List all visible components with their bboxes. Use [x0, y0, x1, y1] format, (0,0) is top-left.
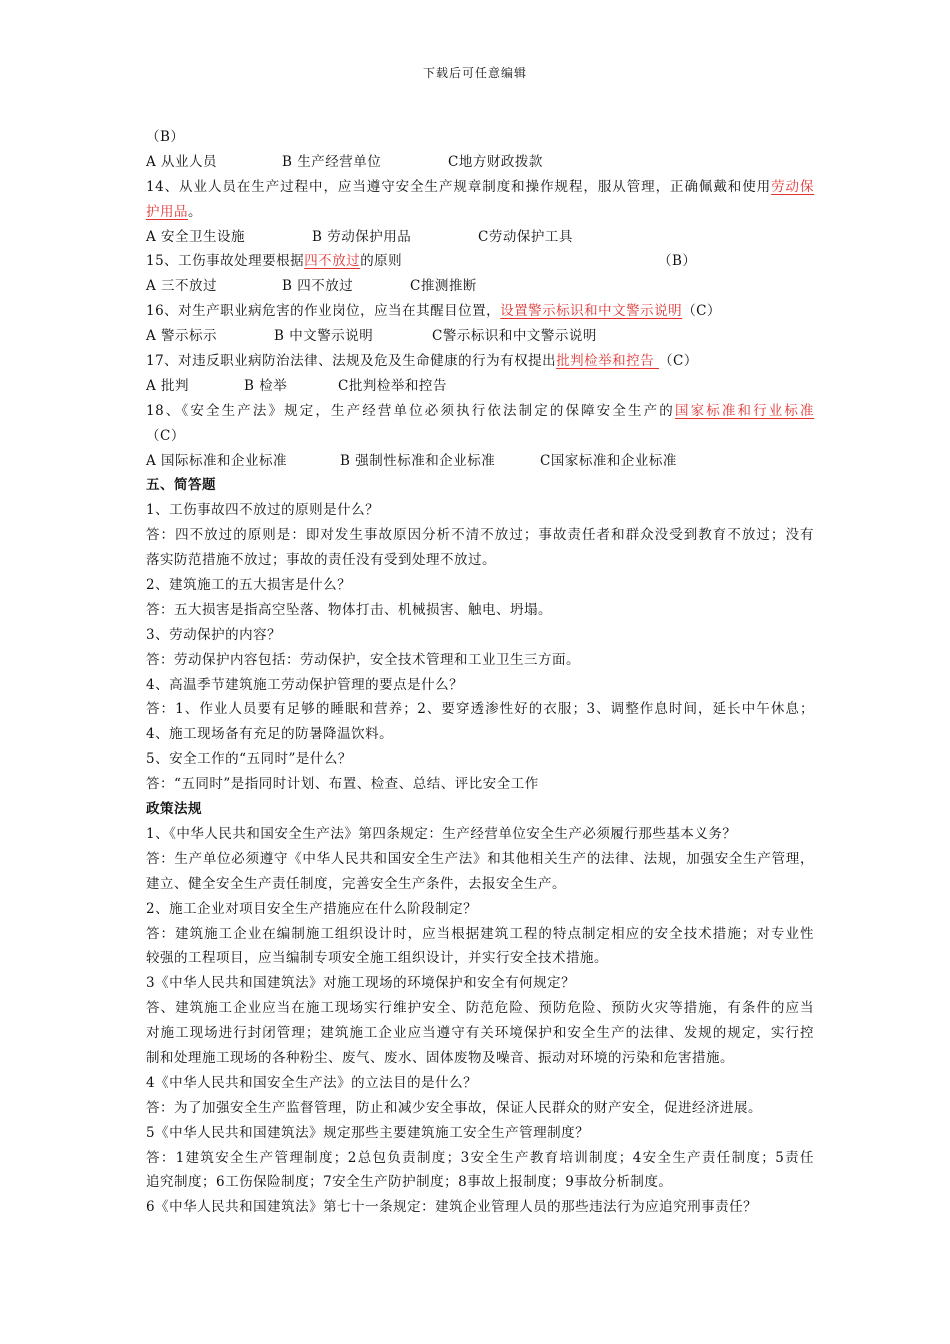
- text-line: 对施工现场进行封闭管理；建筑施工企业应当遵守有关环境保护和安全生产的法律、发规的规定，实行控: [146, 1025, 814, 1042]
- option-b: B 强制性标准和企业标准: [340, 452, 496, 469]
- q16-options: [146, 324, 814, 349]
- option-a: A 国际标准和企业标准: [146, 452, 288, 469]
- q18-answer-red: 国家标准和行业标准: [674, 402, 814, 419]
- option-c: C推测推断: [410, 278, 477, 295]
- q16-answer: （C）: [682, 303, 722, 320]
- q17-options: [146, 374, 814, 399]
- text-line: 答、建筑施工企业应当在施工现场实行维护安全、防范危险、预防危险、预防火灾等措施，有条件的应当: [146, 1000, 814, 1017]
- q15-answer: （B）: [658, 253, 697, 270]
- text-line: 答：1建筑安全生产管理制度；2总包负责制度；3安全生产教育培训制度；4安全生产责任制度；5责任: [146, 1149, 814, 1166]
- option-c: C地方财政拨款: [448, 153, 543, 170]
- text-line: 答：生产单位必须遵守《中华人民共和国安全生产法》和其他相关生产的法律、法规，加强安全生产管理，: [146, 850, 814, 867]
- short-answer-section: [146, 498, 814, 797]
- text-line: 答：劳动保护内容包括：劳动保护，安全技术管理和工业卫生三方面。: [146, 651, 580, 668]
- prev-options: [146, 150, 814, 175]
- option-c: C警示标识和中文警示说明: [432, 328, 597, 345]
- text-line: 答：1、作业人员要有足够的睡眠和营养；2、要穿透渗性好的衣服；3、调整作息时间，延长中午休息；: [146, 701, 814, 718]
- q16-line: [146, 299, 814, 324]
- q15-text: 15、工伤事故处理要根据: [146, 253, 305, 270]
- q17-line: [146, 349, 814, 374]
- option-a: A 警示标示: [146, 328, 218, 345]
- text-line: 6《中华人民共和国建筑法》第七十一条规定：建筑企业管理人员的那些违法行为应追究刑事责任？: [146, 1199, 758, 1216]
- text-line: 4、高温季节建筑施工劳动保护管理的要点是什么？: [146, 676, 464, 693]
- option-c: C国家标准和企业标准: [540, 452, 677, 469]
- text-line: 建立、健全安全生产责任制度，完善安全生产条件，去报安全生产。: [146, 875, 566, 892]
- option-b: B 生产经营单位: [282, 153, 382, 170]
- text-line: 答：为了加强安全生产监督管理，防止和减少安全事故，保证人民群众的财产安全，促进经济进展。: [146, 1099, 762, 1116]
- text-line: 答：五大损害是指高空坠落、物体打击、机械损害、触电、坍塌。: [146, 601, 552, 618]
- text-line: 5、安全工作的“五同时”是什么？: [146, 751, 352, 768]
- text-line: 4《中华人民共和国安全生产法》的立法目的是什么？: [146, 1074, 478, 1091]
- q18-options: [146, 449, 814, 474]
- text-line: 追究制度；6工伤保险制度；7安全生产防护制度；8事故上报制度；9事故分析制度。: [146, 1174, 673, 1191]
- option-a: A 安全卫生设施: [146, 228, 246, 245]
- q18-text: 18、《安全生产法》规定，生产经营单位必须执行依法制定的保障安全生产的: [146, 402, 675, 419]
- option-c: C劳动保护工具: [478, 228, 573, 245]
- q15-answer-red: 四不放过: [304, 253, 361, 270]
- q14-line2: [146, 200, 814, 225]
- q17-text: 17、对违反职业病防治法律、法规及危及生命健康的行为有权提出: [146, 353, 557, 370]
- q17-answer: （C）: [658, 353, 698, 370]
- policy-section: [146, 822, 814, 1220]
- text-line: 落实防范措施不放过；事故的责任没有受到处理不放过。: [146, 552, 496, 569]
- q16-text: 16、对生产职业病危害的作业岗位，应当在其醒目位置，: [146, 303, 501, 320]
- q14-tail: 。: [188, 203, 202, 220]
- q14-text: 14、从业人员在生产过程中，应当遵守安全生产规章制度和操作规程，服从管理，正确佩戴和使用: [146, 178, 772, 195]
- text-line: 3、劳动保护的内容？: [146, 626, 282, 643]
- text-line: 答：“五同时”是指同时计划、布置、检查、总结、评比安全工作: [146, 776, 539, 793]
- prev-answer: （B）: [146, 129, 185, 145]
- option-a: A 三不放过: [146, 278, 218, 295]
- text-line: 答：四不放过的原则是：即对发生事故原因分析不清不放过；事故责任者和群众没受到教育不放过；没有: [146, 527, 814, 544]
- document-body: [146, 125, 814, 1220]
- option-a: A 批判: [146, 377, 190, 394]
- q14-options: [146, 225, 814, 250]
- text-line: 答：建筑施工企业在编制施工组织设计时，应当根据建筑工程的特点制定相应的安全技术措施；对专业性: [146, 925, 814, 942]
- page-header: 下载后可任意编辑: [422, 66, 527, 80]
- text-line: 2、施工企业对项目安全生产措施应在什么阶段制定？: [146, 900, 478, 917]
- q14-answer-red-cont: 护用品: [146, 203, 188, 220]
- text-line: 较强的工程项目，应当编制专项安全施工组织设计，并实行安全技术措施。: [146, 950, 608, 967]
- q18-answer: （C）: [146, 427, 185, 444]
- option-b: B 检举: [244, 377, 288, 394]
- option-a: A 从业人员: [146, 153, 218, 170]
- text-line: 4、施工现场备有充足的防暑降温饮料。: [146, 726, 394, 743]
- q17-answer-red: 批判检举和控告: [556, 353, 659, 370]
- section-title-short-answer: 五、简答题: [146, 477, 216, 494]
- option-b: B 劳动保护用品: [312, 228, 412, 245]
- option-b: B 中文警示说明: [274, 328, 374, 345]
- text-line: 制和处理施工现场的各种粉尘、废气、废水、固体废物及噪音、振动对环境的污染和危害措施。: [146, 1049, 734, 1066]
- option-b: B 四不放过: [282, 278, 354, 295]
- q15-line: [146, 249, 814, 274]
- q14-answer-red: 劳动保: [771, 178, 814, 195]
- text-line: 1、《中华人民共和国安全生产法》第四条规定：生产经营单位安全生产必须履行那些基本义务？: [146, 825, 737, 842]
- section-title-policy: 政策法规: [146, 801, 202, 818]
- q15-tail: 的原则: [360, 253, 403, 270]
- text-line: 1、工伤事故四不放过的原则是什么？: [146, 502, 380, 519]
- q14-line1: [146, 175, 814, 200]
- text-line: 5《中华人民共和国建筑法》规定那些主要建筑施工安全生产管理制度？: [146, 1124, 590, 1141]
- q18-line1: [146, 399, 814, 424]
- q15-options: [146, 274, 814, 299]
- text-line: 2、建筑施工的五大损害是什么？: [146, 577, 352, 594]
- q16-answer-red: 设置警示标识和中文警示说明: [500, 303, 683, 320]
- option-c: C批判检举和控告: [338, 377, 447, 394]
- text-line: 3《中华人民共和国建筑法》对施工现场的环境保护和安全有何规定？: [146, 975, 576, 992]
